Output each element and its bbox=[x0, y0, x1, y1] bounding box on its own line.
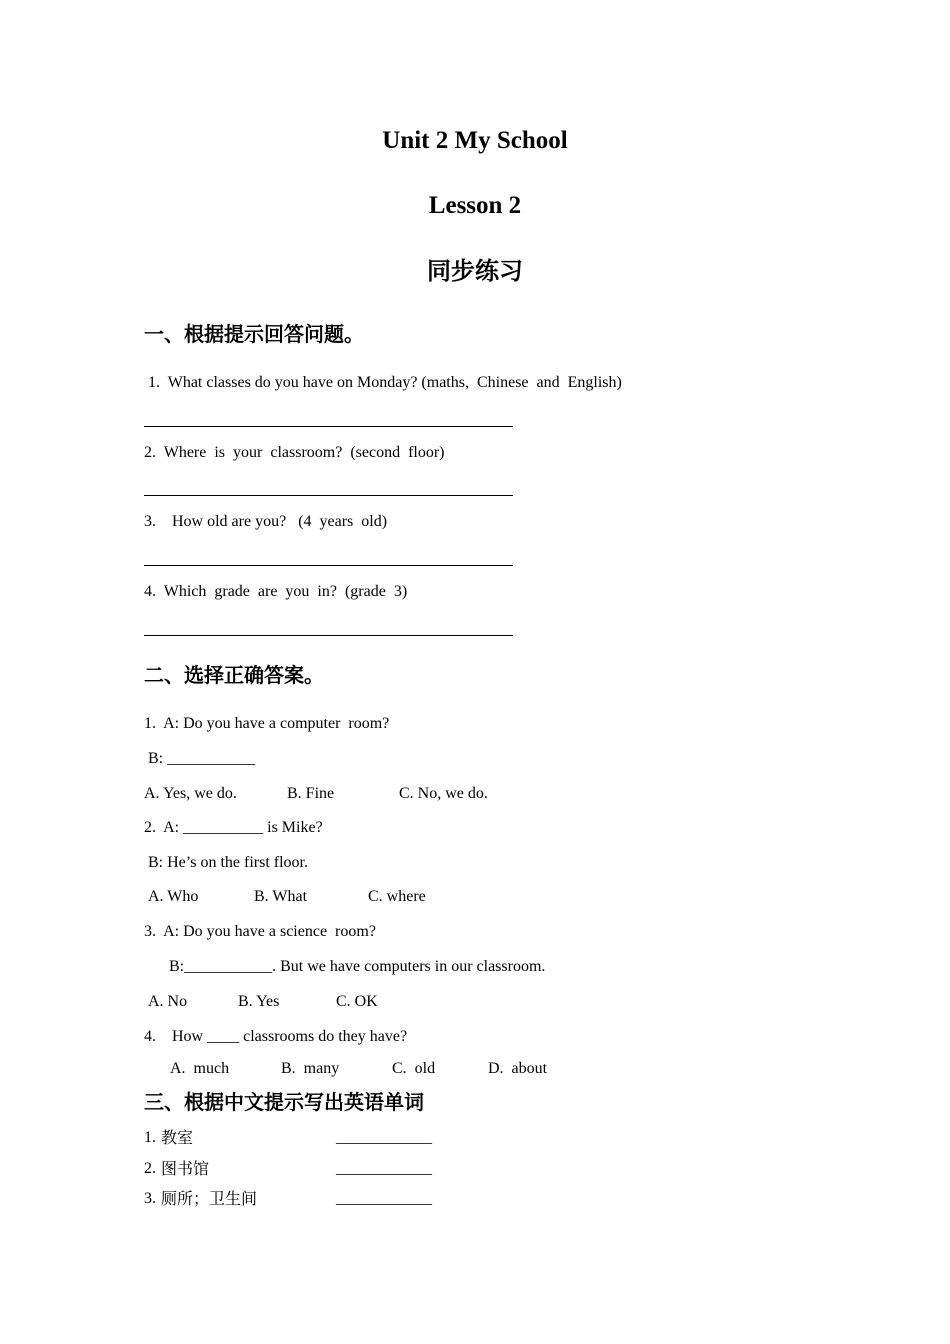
question-2-3-prompt: 3. A: Do you have a science room? bbox=[144, 923, 376, 940]
question-2-4-option-a: A. much bbox=[170, 1060, 230, 1077]
section-3-heading: 三、根据中文提示写出英语单词 bbox=[144, 1090, 424, 1114]
answer-line-1-4 bbox=[144, 635, 513, 636]
worksheet-subtitle: 同步练习 bbox=[427, 257, 523, 285]
question-1-2: 2. Where is your classroom? (second floor) bbox=[144, 444, 445, 461]
question-2-2-option-c: C. where bbox=[368, 888, 426, 905]
answer-line-1-1 bbox=[144, 426, 513, 427]
vocab-item-2-chinese: 图书馆 bbox=[161, 1159, 210, 1178]
question-2-3-response: B:___________. But we have computers in our classroom. bbox=[169, 958, 546, 975]
question-2-2-option-b: B. What bbox=[254, 888, 308, 905]
question-2-3-option-c: C. OK bbox=[336, 993, 378, 1010]
question-2-4-prompt: 4. How ____ classrooms do they have? bbox=[144, 1028, 408, 1045]
vocab-item-1-chinese: 教室 bbox=[161, 1128, 194, 1147]
vocab-item-3-chinese: 厕所；卫生间 bbox=[161, 1189, 258, 1208]
question-2-3-option-a: A. No bbox=[148, 993, 188, 1010]
unit-title: Unit 2 My School bbox=[382, 127, 568, 154]
question-2-1-option-b: B. Fine bbox=[287, 785, 335, 802]
section-2-heading: 二、选择正确答案。 bbox=[144, 663, 324, 687]
question-2-3-option-b: B. Yes bbox=[238, 993, 280, 1010]
question-2-2-response: B: He’s on the first floor. bbox=[148, 854, 308, 871]
question-2-1-prompt: 1. A: Do you have a computer room? bbox=[144, 715, 390, 732]
vocab-item-1-blank: ____________ bbox=[336, 1129, 432, 1146]
section-1-heading: 一、根据提示回答问题。 bbox=[144, 322, 364, 346]
vocab-item-2-blank: ____________ bbox=[336, 1160, 432, 1177]
question-2-4-option-d: D. about bbox=[488, 1060, 548, 1077]
question-2-2-option-a: A. Who bbox=[148, 888, 199, 905]
vocab-item-3-blank: ____________ bbox=[336, 1190, 432, 1207]
question-2-4-option-b: B. many bbox=[281, 1060, 340, 1077]
question-2-1-option-a: A. Yes, we do. bbox=[144, 785, 237, 802]
question-1-3: 3. How old are you? (4 years old) bbox=[144, 513, 388, 530]
vocab-item-2-number: 2. bbox=[144, 1160, 156, 1177]
answer-line-1-2 bbox=[144, 495, 513, 496]
question-2-1-option-c: C. No, we do. bbox=[399, 785, 488, 802]
vocab-item-3-number: 3. bbox=[144, 1190, 156, 1207]
question-1-1: 1. What classes do you have on Monday? (maths, Chinese and English) bbox=[148, 374, 622, 391]
question-2-1-response: B: ___________ bbox=[148, 750, 256, 767]
question-2-4-option-c: C. old bbox=[392, 1060, 436, 1077]
lesson-title: Lesson 2 bbox=[428, 192, 522, 219]
question-2-2-prompt: 2. A: __________ is Mike? bbox=[144, 819, 323, 836]
answer-line-1-3 bbox=[144, 565, 513, 566]
vocab-item-1-number: 1. bbox=[144, 1129, 156, 1146]
question-1-4: 4. Which grade are you in? (grade 3) bbox=[144, 583, 408, 600]
